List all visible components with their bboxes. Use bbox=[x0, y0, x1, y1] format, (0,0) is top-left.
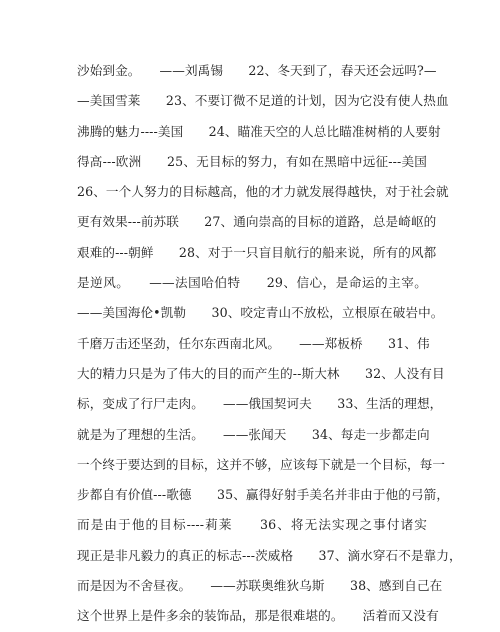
text-line: 是逆风。 ——法国哈伯特 29、信心，是命运的主宰。 bbox=[77, 275, 427, 291]
text-line: 千磨万击还坚劲，任尔东西南北风。 ——郑板桥 31、伟 bbox=[77, 335, 430, 351]
text-line: 一个终于要达到的目标，这并不够，应该每下就是一个目标，每一 bbox=[77, 456, 446, 472]
text-line: 得高---欧洲 25、无目标的努力，有如在黑暗中远征---美国 bbox=[77, 153, 427, 169]
text-line: 更有效果---前苏联 27、通向崇高的目标的道路，总是崎岖的 bbox=[77, 214, 437, 230]
text-line: 而是因为不舍昼夜。 ——苏联奥维狄乌斯 38、感到自己在 bbox=[77, 578, 443, 594]
text-line: 而是由于他的目标----莉莱 36、将无法实现之事付诸实 bbox=[77, 517, 427, 533]
text-line: —美国雪莱 23、不要订微不足道的计划，因为它没有使人热血 bbox=[77, 93, 449, 109]
text-line: 就是为了理想的生活。 ——张闻天 34、每走一步都走向 bbox=[77, 426, 430, 442]
text-line: 26、一个人努力的目标越高，他的才力就发展得越快，对于社会就 bbox=[77, 184, 449, 200]
document-body bbox=[77, 56, 462, 632]
text-line: 沸腾的魅力----美国 24、瞄准天空的人总比瞄准树梢的人要射 bbox=[77, 123, 441, 139]
text-line: 艰难的---朝鲜 28、对于一只盲目航行的船来说，所有的风都 bbox=[77, 244, 437, 260]
text-line: 大的精力只是为了伟大的目的而产生的--斯大林 32、人没有目 bbox=[77, 365, 445, 381]
text-line: ——美国海伦•凯勒 30、咬定青山不放松，立根原在破岩中。 bbox=[77, 305, 444, 321]
text-line: 标，变成了行尸走肉。 ——俄国契诃夫 33、生活的理想， bbox=[77, 396, 443, 412]
text-line: 这个世界上是件多余的装饰品，那是很难堪的。 活着而又没有 bbox=[77, 608, 439, 624]
text-line: 沙始到金。 ——刘禹锡 22、冬天到了，春天还会远吗?— bbox=[77, 63, 437, 78]
text-line: 步都自有价值---歌德 35、赢得好射手美名并非由于他的弓箭， bbox=[77, 487, 450, 503]
text-line: 现正是非凡毅力的真正的标志---茨威格 37、滴水穿石不是靠力， bbox=[77, 547, 462, 563]
